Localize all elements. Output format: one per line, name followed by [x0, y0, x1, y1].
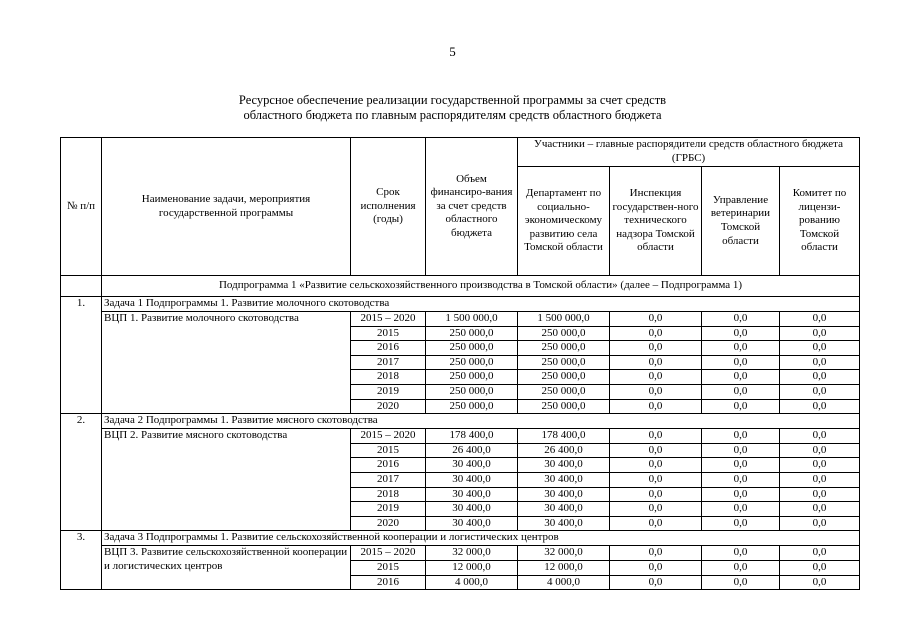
- volume-cell: 250 000,0: [426, 341, 518, 356]
- header-grbs-4: Комитет по лицензи-рованию Томской области: [780, 167, 860, 276]
- volume-cell: 30 400,0: [426, 487, 518, 502]
- document-title: [0, 93, 905, 123]
- grbs-4-cell: 0,0: [780, 355, 860, 370]
- term-cell: 2017: [351, 472, 426, 487]
- header-volume: Объем финансиро-вания за счет средств областного бюджета: [426, 138, 518, 276]
- volume-cell: 250 000,0: [426, 399, 518, 414]
- grbs-4-cell: 0,0: [780, 487, 860, 502]
- grbs-2-cell: 0,0: [610, 472, 702, 487]
- grbs-1-cell: 4 000,0: [518, 575, 610, 590]
- grbs-2-cell: 0,0: [610, 341, 702, 356]
- grbs-4-cell: 0,0: [780, 472, 860, 487]
- resource-table: [60, 137, 860, 590]
- grbs-3-cell: 0,0: [702, 326, 780, 341]
- header-term: Срок исполнения (годы): [351, 138, 426, 276]
- grbs-3-cell: 0,0: [702, 546, 780, 561]
- volume-cell: 250 000,0: [426, 384, 518, 399]
- grbs-2-cell: 0,0: [610, 516, 702, 531]
- term-cell: 2019: [351, 502, 426, 517]
- grbs-1-cell: 30 400,0: [518, 502, 610, 517]
- grbs-3-cell: 0,0: [702, 502, 780, 517]
- grbs-2-cell: 0,0: [610, 458, 702, 473]
- grbs-3-cell: 0,0: [702, 560, 780, 575]
- grbs-1-cell: 250 000,0: [518, 355, 610, 370]
- grbs-4-cell: 0,0: [780, 384, 860, 399]
- grbs-3-cell: 0,0: [702, 443, 780, 458]
- volume-cell: 250 000,0: [426, 326, 518, 341]
- measure-name: ВЦП 2. Развитие мясного скотоводства: [102, 429, 351, 531]
- header-grbs-1: Департамент по социально-экономическому развитию села Томской области: [518, 167, 610, 276]
- term-cell: 2015 – 2020: [351, 312, 426, 327]
- volume-cell: 32 000,0: [426, 546, 518, 561]
- grbs-3-cell: 0,0: [702, 516, 780, 531]
- grbs-4-cell: 0,0: [780, 560, 860, 575]
- task-row: [61, 297, 860, 312]
- grbs-3-cell: 0,0: [702, 487, 780, 502]
- header-participants: Участники – главные распорядители средств областного бюджета (ГРБС): [518, 138, 860, 167]
- task-number: 3.: [61, 531, 102, 590]
- volume-cell: 30 400,0: [426, 502, 518, 517]
- grbs-2-cell: 0,0: [610, 384, 702, 399]
- title-line-2: областного бюджета по главным распорядителям средств областного бюджета: [243, 108, 662, 122]
- grbs-1-cell: 30 400,0: [518, 458, 610, 473]
- grbs-4-cell: 0,0: [780, 546, 860, 561]
- grbs-2-cell: 0,0: [610, 399, 702, 414]
- term-cell: 2015 – 2020: [351, 546, 426, 561]
- grbs-4-cell: 0,0: [780, 429, 860, 444]
- task-row: [61, 531, 860, 546]
- grbs-2-cell: 0,0: [610, 443, 702, 458]
- grbs-4-cell: 0,0: [780, 502, 860, 517]
- grbs-4-cell: 0,0: [780, 312, 860, 327]
- grbs-2-cell: 0,0: [610, 312, 702, 327]
- header-num: № п/п: [61, 138, 102, 276]
- task-title: Задача 1 Подпрограммы 1. Развитие молочного скотоводства: [102, 297, 860, 312]
- subprogram-title: Подпрограмма 1 «Развитие сельскохозяйственного производства в Томской области» (далее – Подпрограмма 1): [102, 276, 860, 297]
- volume-cell: 250 000,0: [426, 355, 518, 370]
- grbs-1-cell: 26 400,0: [518, 443, 610, 458]
- table-row: [61, 429, 860, 444]
- volume-cell: 26 400,0: [426, 443, 518, 458]
- term-cell: 2019: [351, 384, 426, 399]
- term-cell: 2015: [351, 326, 426, 341]
- term-cell: 2015: [351, 560, 426, 575]
- term-cell: 2018: [351, 370, 426, 385]
- grbs-3-cell: 0,0: [702, 472, 780, 487]
- grbs-4-cell: 0,0: [780, 341, 860, 356]
- grbs-1-cell: 250 000,0: [518, 384, 610, 399]
- term-cell: 2016: [351, 458, 426, 473]
- grbs-3-cell: 0,0: [702, 429, 780, 444]
- term-cell: 2016: [351, 575, 426, 590]
- header-name: Наименование задачи, мероприятия государственной программы: [102, 138, 351, 276]
- grbs-1-cell: 30 400,0: [518, 516, 610, 531]
- volume-cell: 30 400,0: [426, 516, 518, 531]
- grbs-1-cell: 250 000,0: [518, 399, 610, 414]
- task-title: Задача 2 Подпрограммы 1. Развитие мясного скотоводства: [102, 414, 860, 429]
- term-cell: 2016: [351, 341, 426, 356]
- grbs-3-cell: 0,0: [702, 384, 780, 399]
- volume-cell: 250 000,0: [426, 370, 518, 385]
- measure-name: ВЦП 1. Развитие молочного скотоводства: [102, 312, 351, 414]
- grbs-4-cell: 0,0: [780, 575, 860, 590]
- term-cell: 2015: [351, 443, 426, 458]
- volume-cell: 1 500 000,0: [426, 312, 518, 327]
- volume-cell: 30 400,0: [426, 472, 518, 487]
- volume-cell: 178 400,0: [426, 429, 518, 444]
- term-cell: 2020: [351, 516, 426, 531]
- measure-name: ВЦП 3. Развитие сельскохозяйственной кооперации и логистических центров: [102, 546, 351, 590]
- table-row: [61, 546, 860, 561]
- grbs-4-cell: 0,0: [780, 370, 860, 385]
- grbs-2-cell: 0,0: [610, 355, 702, 370]
- term-cell: 2020: [351, 399, 426, 414]
- grbs-2-cell: 0,0: [610, 502, 702, 517]
- page-number: 5: [449, 44, 456, 59]
- grbs-1-cell: 178 400,0: [518, 429, 610, 444]
- grbs-2-cell: 0,0: [610, 487, 702, 502]
- task-title: Задача 3 Подпрограммы 1. Развитие сельскохозяйственной кооперации и логистических центров: [102, 531, 860, 546]
- task-row: [61, 414, 860, 429]
- grbs-2-cell: 0,0: [610, 575, 702, 590]
- grbs-1-cell: 250 000,0: [518, 326, 610, 341]
- term-cell: 2015 – 2020: [351, 429, 426, 444]
- grbs-4-cell: 0,0: [780, 443, 860, 458]
- grbs-2-cell: 0,0: [610, 560, 702, 575]
- grbs-1-cell: 250 000,0: [518, 341, 610, 356]
- grbs-4-cell: 0,0: [780, 326, 860, 341]
- grbs-1-cell: 1 500 000,0: [518, 312, 610, 327]
- header-grbs-3: Управление ветеринарии Томской области: [702, 167, 780, 276]
- volume-cell: 12 000,0: [426, 560, 518, 575]
- grbs-1-cell: 30 400,0: [518, 487, 610, 502]
- grbs-3-cell: 0,0: [702, 355, 780, 370]
- term-cell: 2018: [351, 487, 426, 502]
- grbs-3-cell: 0,0: [702, 575, 780, 590]
- volume-cell: 30 400,0: [426, 458, 518, 473]
- grbs-3-cell: 0,0: [702, 312, 780, 327]
- header-grbs-2: Инспекция государствен-ного технического надзора Томской области: [610, 167, 702, 276]
- grbs-4-cell: 0,0: [780, 458, 860, 473]
- volume-cell: 4 000,0: [426, 575, 518, 590]
- grbs-4-cell: 0,0: [780, 516, 860, 531]
- grbs-1-cell: 30 400,0: [518, 472, 610, 487]
- grbs-1-cell: 12 000,0: [518, 560, 610, 575]
- grbs-3-cell: 0,0: [702, 458, 780, 473]
- table-row: [61, 312, 860, 327]
- term-cell: 2017: [351, 355, 426, 370]
- grbs-1-cell: 250 000,0: [518, 370, 610, 385]
- grbs-2-cell: 0,0: [610, 370, 702, 385]
- title-line-1: Ресурсное обеспечение реализации государственной программы за счет средств: [238, 93, 667, 107]
- subprogram-num-cell: [61, 276, 102, 297]
- grbs-3-cell: 0,0: [702, 399, 780, 414]
- grbs-3-cell: 0,0: [702, 370, 780, 385]
- grbs-2-cell: 0,0: [610, 546, 702, 561]
- task-number: 2.: [61, 414, 102, 531]
- grbs-3-cell: 0,0: [702, 341, 780, 356]
- grbs-1-cell: 32 000,0: [518, 546, 610, 561]
- grbs-2-cell: 0,0: [610, 429, 702, 444]
- task-number: 1.: [61, 297, 102, 414]
- grbs-4-cell: 0,0: [780, 399, 860, 414]
- grbs-2-cell: 0,0: [610, 326, 702, 341]
